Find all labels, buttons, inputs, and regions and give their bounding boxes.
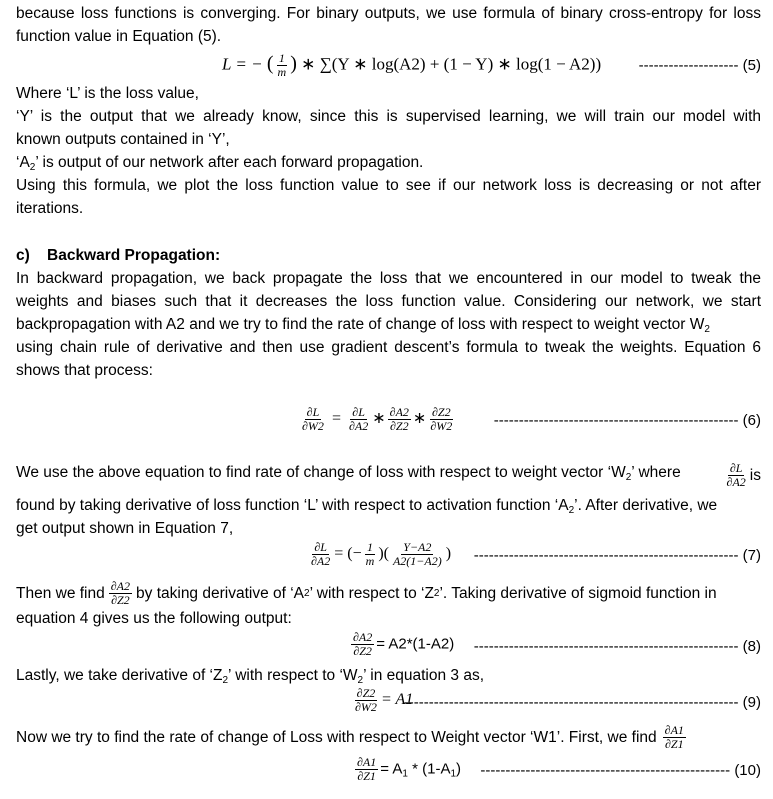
para5-line1-sub2: 2	[433, 587, 440, 599]
para2-line6: iterations.	[16, 200, 84, 217]
para5-line1	[16, 580, 761, 607]
eq5-dashes: --------------------	[638, 57, 739, 74]
eq6-equals: =	[331, 410, 341, 428]
eq5-lhs: L = −	[222, 54, 263, 74]
para5-frac-den: ∂Z2	[111, 593, 130, 607]
para7-frac-num: ∂A1	[664, 723, 684, 737]
eq9-dashes: -------------------------------------------------------------------	[403, 694, 739, 711]
section-heading: c) Backward Propagation:	[16, 247, 221, 264]
para3-line3-sub: 2	[704, 324, 710, 335]
eq6-f4-num: ∂Z2	[431, 405, 451, 419]
eq5-tag: (5)	[742, 57, 761, 74]
eq10-rhs-mid: * (1-A	[407, 760, 451, 778]
equation-10	[353, 756, 461, 783]
eq5-rhs: ∗ ∑(Y ∗ log(A2) + (1 − Y) ∗ log(1 − A2))	[301, 54, 602, 74]
eq7-end: )	[445, 545, 452, 563]
para4-frac-den: ∂A2	[726, 475, 746, 489]
eq8-f-den: ∂Z2	[353, 644, 372, 658]
para6-line1-sub1: 2	[222, 675, 229, 686]
para4-line1-post: is	[749, 466, 761, 484]
para4-line2-pre: found by taking derivative of loss function ‘L’ with respect to activation function ‘A	[16, 497, 569, 514]
para3-line2: weights and biases such that it decreases the loss function value. Considering our network, we start	[16, 293, 761, 310]
equation-8	[349, 631, 454, 658]
eq8-f-num: ∂A2	[353, 630, 373, 644]
para6-line1-sub2: 2	[357, 675, 364, 686]
eq10-tag: (10)	[734, 762, 761, 779]
para4-line1	[16, 462, 761, 489]
equation-7	[307, 541, 451, 568]
para4-line1-pre: We use the above equation to find rate of change of loss with respect to weight vector ‘W	[16, 464, 626, 481]
eq8-tag: (8)	[742, 638, 761, 655]
eq9-f-den: ∂W2	[355, 700, 377, 714]
eq10-rhs-sub2: 1	[450, 768, 457, 780]
para4-line1-mid: ’ where	[631, 464, 681, 481]
eq6-f2-den: ∂A2	[348, 419, 369, 433]
para6-line1-post: ’ in equation 3 as,	[363, 667, 485, 684]
para4-line2-post: ’. After derivative, we	[574, 497, 718, 514]
para2-line4-post: ’ is output of our network after each forward propagation.	[35, 154, 424, 171]
eq8-dashes: -----------------------------------------------------	[473, 638, 739, 655]
eq7-f3-num: Y−A2	[403, 540, 432, 554]
eq6-f4-den: ∂W2	[430, 419, 453, 433]
eq7-f1-num: ∂L	[314, 540, 327, 554]
eq10-f-den: ∂Z1	[357, 769, 376, 783]
eq6-f1-num: ∂L	[306, 405, 320, 419]
eq6-dashes: -------------------------------------------------	[493, 412, 739, 429]
eq10-rhs-post: )	[456, 760, 462, 778]
para2-line4	[16, 153, 761, 178]
eq9-tag: (9)	[742, 694, 761, 711]
eq7-dashes: -----------------------------------------------------	[473, 547, 739, 564]
para5-frac-num: ∂A2	[110, 579, 131, 593]
para4-line1-sub: 2	[625, 472, 632, 483]
para6-line1-pre: Lastly, we take derivative of ‘Z	[16, 667, 223, 684]
eq10-rhs-sub1: 1	[402, 768, 408, 780]
para3-line1: In backward propagation, we back propagate the loss that we encountered in our model to tweak the	[16, 270, 761, 287]
eq9-f-num: ∂Z2	[356, 686, 376, 700]
para7-line1	[16, 724, 761, 751]
eq9-rhs: = A1	[380, 691, 414, 709]
eq7-f2-den: m	[365, 554, 375, 568]
eq7-mid: = (−	[334, 545, 362, 563]
para4-line2-sub: 2	[568, 505, 575, 516]
eq6-f3-den: ∂Z2	[389, 419, 409, 433]
para5-line1-mid2: ’ with respect to ‘Z	[309, 584, 434, 602]
para3-line5: shows that process:	[16, 362, 153, 379]
para1-line1: because loss functions is converging. For binary outputs, we use formula of binary cross-entropy for loss	[16, 5, 761, 22]
para2-line3: known outputs contained in ‘Y’,	[16, 131, 230, 148]
para1-line2: function value in Equation (5).	[16, 28, 222, 45]
para5-line1-mid: by taking derivative of ‘A	[136, 584, 305, 602]
para7-line1-pre: Now we try to find the rate of change of Loss with respect to Weight vector ‘W1’. First, we find	[16, 728, 657, 746]
para5-line1-post: ’. Taking derivative of sigmoid function in	[439, 584, 717, 602]
eq6-f2-num: ∂L	[352, 405, 365, 419]
eq10-f-num: ∂A1	[357, 755, 377, 769]
eq5-frac-den: m	[277, 65, 287, 79]
eq5-frac-num: 1	[278, 51, 285, 65]
equation-5: L = − ( $\frac{1}{m}$ ) ∗ ∑(Y ∗ log(A2) + (1 − Y) ∗ log(1 − A2))	[222, 51, 602, 79]
para4-line3: get output shown in Equation 7,	[16, 520, 234, 537]
eq6-f1-den: ∂W2	[302, 419, 324, 433]
para3-line3	[16, 315, 761, 340]
para3-line4: using chain rule of derivative and then use gradient descent’s formula to tweak the weights. Equation 6	[16, 339, 761, 356]
eq10-label	[480, 762, 761, 779]
eq7-f2-num: 1	[366, 540, 373, 554]
eq6-label	[494, 412, 761, 429]
para5-line2: equation 4 gives us the following output:	[16, 610, 292, 627]
eq6-tag: (6)	[742, 412, 761, 429]
para2-line4-pre: ‘A	[16, 154, 30, 171]
para2-line4-sub: 2	[29, 162, 36, 173]
para2-line5: Using this formula, we plot the loss function value to see if our network loss is decreasing or not after	[16, 177, 761, 194]
para7-frac-den: ∂Z1	[664, 737, 684, 751]
para4-frac-num: ∂L	[729, 461, 743, 475]
eq7-label	[474, 547, 761, 564]
para4-line2	[16, 496, 761, 521]
eq9-label	[404, 694, 761, 711]
para5-line1-sub1: 2	[304, 587, 310, 599]
equation-6: $\frac{\partial L}{\partial W2}$ = $\frac{\partial L}{\partial A2}$ ∗ $\frac{\partial A2}{\partial Z2}$ ∗ $\frac{\partial Z2}{\partial W2}$	[302, 405, 453, 433]
para2-line1: Where ‘L’ is the loss value,	[16, 85, 199, 102]
eq10-rhs-pre: = A	[380, 760, 403, 778]
eq7-tag: (7)	[742, 547, 761, 564]
eq6-f3-num: ∂A2	[389, 405, 409, 419]
para5-line1-pre: Then we find	[16, 584, 105, 602]
para2-line2: ‘Y’ is the output that we already know, since this is supervised learning, we will train our model with	[16, 108, 761, 125]
eq7-mid2: )(	[378, 545, 389, 563]
para3-line3-pre: backpropagation with A2 and we try to find the rate of change of loss with respect to weight vector W	[16, 316, 705, 333]
eq5-label	[639, 57, 761, 74]
eq7-f1-den: ∂A2	[311, 554, 331, 568]
eq7-f3-den: A2(1−A2)	[392, 554, 442, 568]
eq10-dashes: --------------------------------------------------	[480, 762, 731, 779]
eq8-label	[474, 638, 761, 655]
eq8-rhs: = A2*(1-A2)	[376, 635, 455, 653]
para6-line1-mid: ’ with respect to ‘W	[228, 667, 358, 684]
